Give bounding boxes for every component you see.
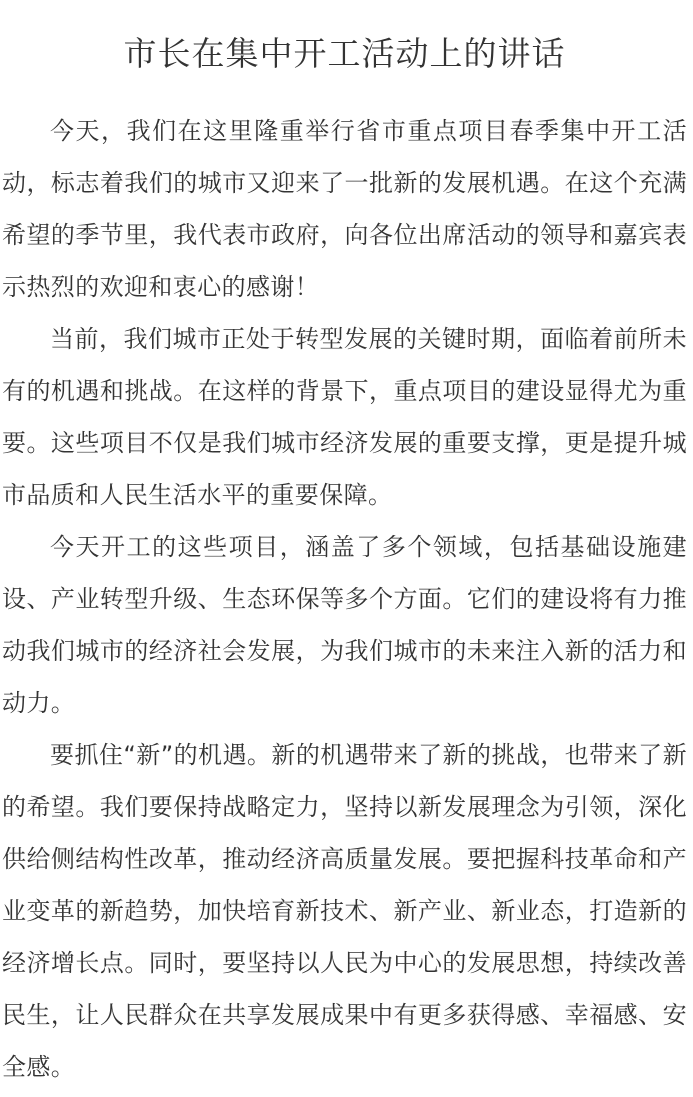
paragraph: 今天开工的这些项目，涵盖了多个领域，包括基础设施建设、产业转型升级、生态环保等多个方面。它们的建设将有力推动我们城市的经济社会发展，为我们城市的未来注入新的活力和动力。 <box>2 533 687 717</box>
document-body <box>2 105 687 1093</box>
paragraph: 当前，我们城市正处于转型发展的关键时期，面临着前所未有的机遇和挑战。在这样的背景下，重点项目的建设显得尤为重要。这些项目不仅是我们城市经济发展的重要支撑，更是提升城市品质和人民生活水平的重要保障。 <box>2 325 687 509</box>
document-title: 市长在集中开工活动上的讲话 <box>123 34 566 73</box>
paragraph: 今天，我们在这里隆重举行省市重点项目春季集中开工活动，标志着我们的城市又迎来了一批新的发展机遇。在这个充满希望的季节里，我代表市政府，向各位出席活动的领导和嘉宾表示热烈的欢迎和衷心的感谢！ <box>2 117 687 301</box>
paragraph: 要抓住“新”的机遇。新的机遇带来了新的挑战，也带来了新的希望。我们要保持战略定力，坚持以新发展理念为引领，深化供给侧结构性改革，推动经济高质量发展。要把握科技革命和产业变革的新趋势，加快培育新技术、新产业、新业态，打造新的经济增长点。同时，要坚持以人民为中心的发展思想，持续改善民生，让人民群众在共享发展成果中有更多获得感、幸福感、安全感。 <box>2 741 687 1081</box>
